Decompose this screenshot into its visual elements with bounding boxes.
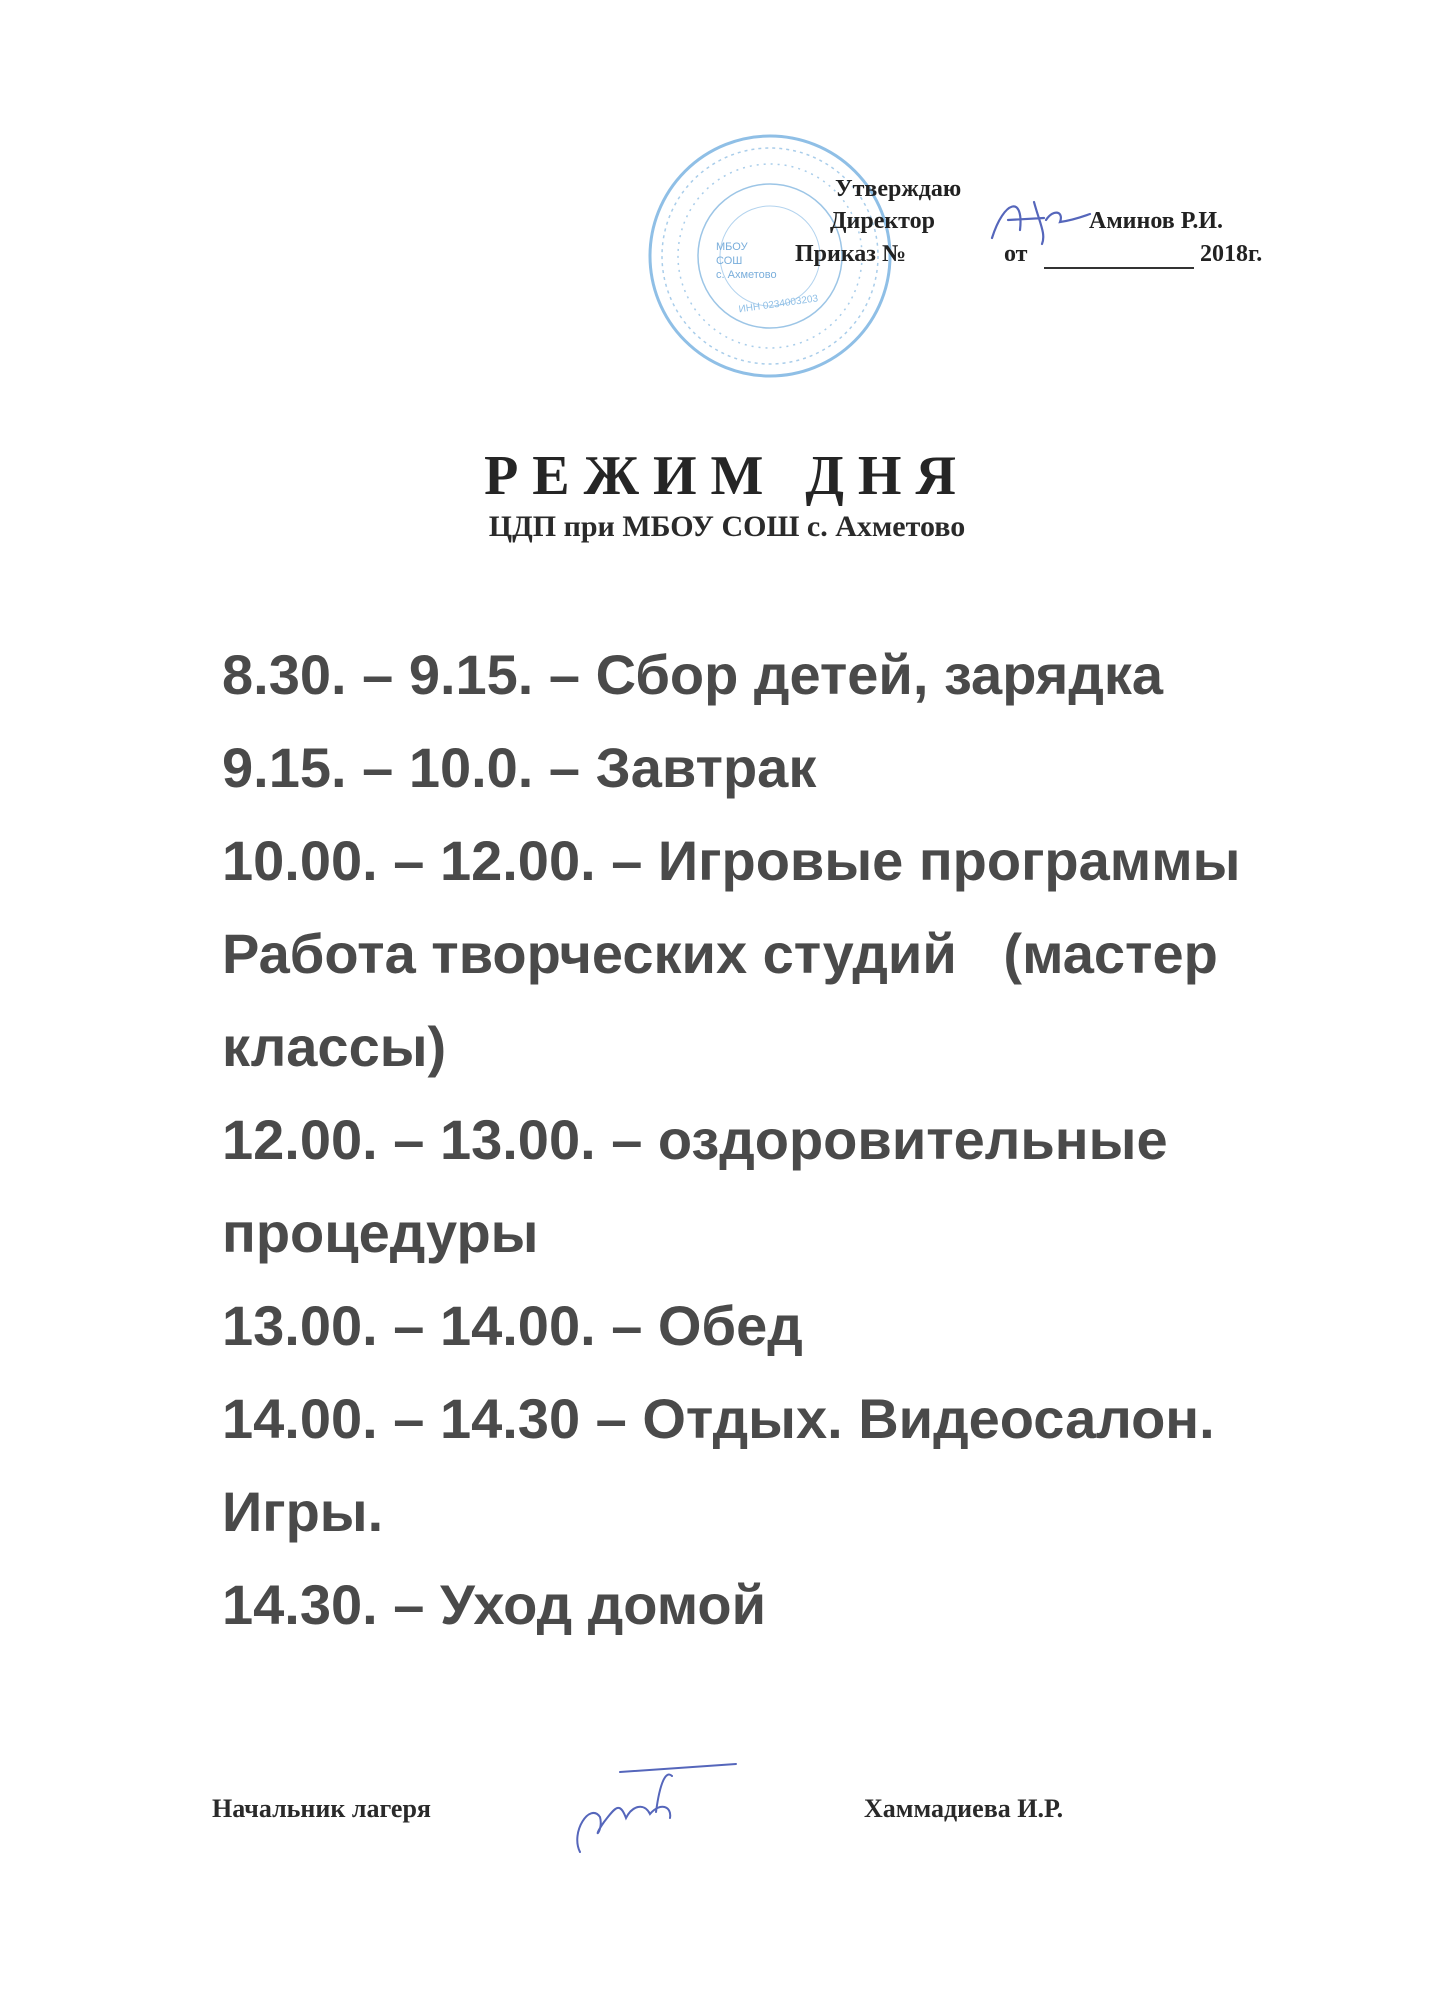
schedule-row: 13.00. – 14.00. – Обед [222, 1294, 803, 1357]
stamp-text-2: СОШ [716, 255, 743, 267]
camp-head-signature-icon [560, 1762, 740, 1862]
page-subtitle: ЦДП при МБОУ СОШ с. Ахметово [488, 510, 966, 543]
approval-date-blank [1044, 267, 1194, 269]
schedule-row: 8.30. – 9.15. – Сбор детей, зарядка [222, 643, 1164, 706]
schedule-row: Работа творческих студий (мастер [222, 922, 1218, 985]
approval-from: от [1004, 241, 1028, 267]
approval-approve: Утверждаю [835, 176, 962, 202]
schedule-list [222, 628, 1372, 1651]
schedule-row: Игры. [222, 1480, 384, 1543]
stamp-inn: ИНН 0234003203 [738, 293, 819, 316]
stamp-text-3: с. Ахметово [716, 269, 777, 281]
camp-head-name: Хаммадиева И.Р. [864, 1794, 1064, 1823]
schedule-row: классы) [222, 1015, 447, 1078]
schedule-row: 10.00. – 12.00. – Игровые программы [222, 829, 1241, 892]
approval-order: Приказ № [795, 241, 907, 267]
schedule-row: 14.30. – Уход домой [222, 1573, 767, 1636]
stamp-text-1: МБОУ [716, 241, 748, 253]
schedule-row: процедуры [222, 1201, 539, 1264]
schedule-row: 9.15. – 10.0. – Завтрак [222, 736, 817, 799]
schedule-row: 14.00. – 14.30 – Отдых. Видеосалон. [222, 1387, 1215, 1450]
director-signature-icon [984, 190, 1094, 250]
camp-head-label: Начальник лагеря [212, 1794, 431, 1823]
approval-director-name: Аминов Р.И. [1089, 208, 1224, 234]
approval-director: Директор [830, 208, 935, 234]
approval-year: 2018г. [1200, 241, 1263, 267]
schedule-row: 12.00. – 13.00. – оздоровительные [222, 1108, 1168, 1171]
page-title: РЕЖИМ ДНЯ [484, 445, 970, 507]
